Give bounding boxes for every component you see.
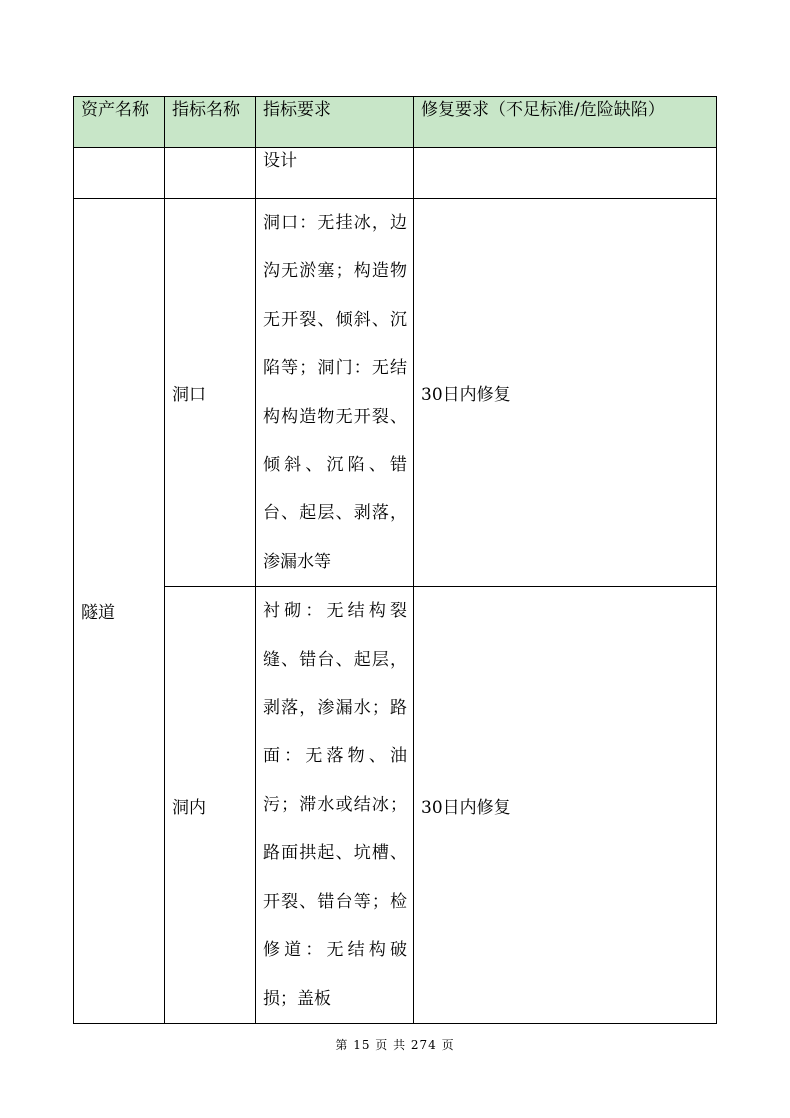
header-repair-requirement: 修复要求（不足标准/危险缺陷） <box>414 97 717 148</box>
cell-indicator <box>165 148 256 199</box>
header-indicator-requirement: 指标要求 <box>256 97 414 148</box>
table-row <box>74 587 717 1024</box>
cell-requirement-inside: 衬砌：无结构裂缝、错台、起层，剥落，渗漏水；路面：无落物、油污；滞水或结冰；路面拱起、坑槽、开裂、错台等；检修道：无结构破损；盖板 <box>256 587 414 1024</box>
cell-requirement-portal: 洞口：无挂冰，边沟无淤塞；构造物无开裂、倾斜、沉陷等；洞门：无结构构造物无开裂、倾斜、沉陷、错台、起层、剥落，渗漏水等 <box>256 199 414 587</box>
table-header-row <box>74 97 717 148</box>
header-indicator-name: 指标名称 <box>165 97 256 148</box>
cell-repair-portal: 30日内修复 <box>414 199 717 587</box>
table-row <box>74 199 717 587</box>
header-asset-name: 资产名称 <box>74 97 165 148</box>
cell-indicator-inside: 洞内 <box>165 587 256 1024</box>
table-row <box>74 148 717 199</box>
cell-requirement: 设计 <box>256 148 414 199</box>
cell-asset <box>74 148 165 199</box>
cell-repair <box>414 148 717 199</box>
page-footer: 第 15 页 共 274 页 <box>335 1038 455 1052</box>
asset-standard-table <box>73 96 717 1024</box>
cell-asset-tunnel: 隧道 <box>74 199 165 1024</box>
cell-indicator-portal: 洞口 <box>165 199 256 587</box>
cell-repair-inside: 30日内修复 <box>414 587 717 1024</box>
